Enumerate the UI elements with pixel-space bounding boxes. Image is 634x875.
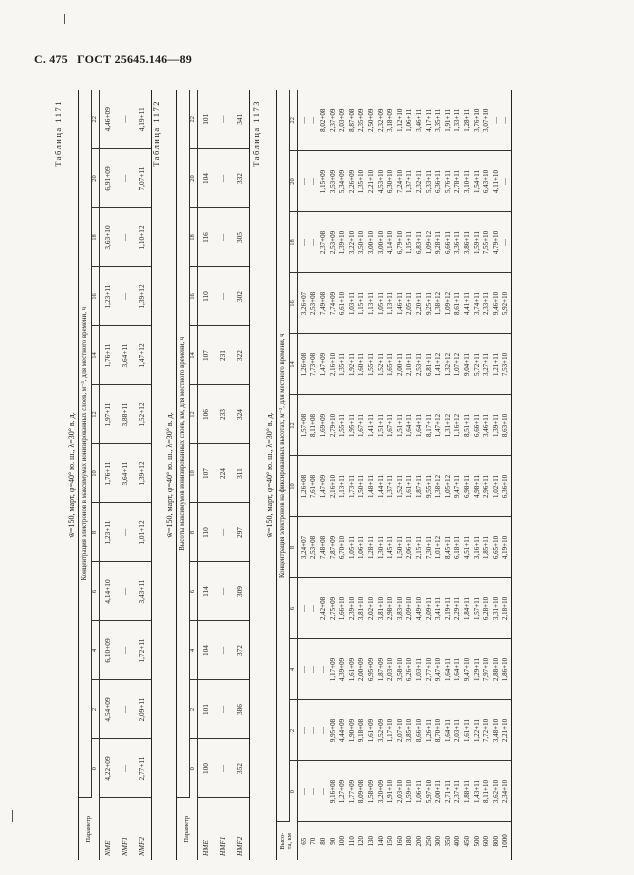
value-cell: 3,64+11	[117, 326, 134, 385]
value-cell: 1,72+11	[134, 621, 152, 680]
value-cell: —	[117, 680, 134, 739]
value-cell: 1,52+12	[134, 385, 152, 444]
scan-mark	[12, 810, 13, 822]
value-cell: 6,91+09	[99, 149, 117, 208]
value-cell: 305	[232, 208, 250, 267]
hour-header: 10	[290, 456, 298, 517]
value-cell: 1,76+11	[99, 444, 117, 503]
table-1171	[66, 90, 152, 860]
value-cell: 100	[197, 739, 215, 798]
value-cell: 3,64+11	[117, 444, 134, 503]
hour-header: 12	[92, 385, 100, 444]
hour-header: 18	[290, 212, 298, 273]
value-cell: 324	[232, 385, 250, 444]
hour-header: 8	[92, 503, 100, 562]
value-cell: 110	[197, 503, 215, 562]
value-cell: 1,39+12	[134, 267, 152, 326]
table-1172-title: Таблица 1172	[151, 100, 161, 167]
hour-header: 8	[290, 517, 298, 578]
page-number: С. 475	[34, 52, 68, 66]
param-header: Параметр	[79, 798, 100, 860]
table-row	[197, 90, 215, 860]
value-column: — — 2,37+08 2,53+09 1,39+10 3,22+10 3,50+10 3,00+10 3,00+10 4,14+10 6,79+10 1,15+11 6,83+11 1,09+12 9,28+11 6,66+11 3,36+11 3,86+11 1,59+11 7,55+10 4,79+10 —	[297, 212, 511, 273]
span-title: Концентрация электронов в максимумах ионизированных слоев, м⁻³, для местного времени, ч	[79, 90, 92, 798]
hour-header: 14	[290, 334, 298, 395]
hour-header: 10	[92, 444, 100, 503]
table-1173-conditions: w̄=150, март, φ=40° ю. ш., λ=30° в. д.	[265, 412, 274, 538]
value-cell: 1,97+11	[99, 385, 117, 444]
value-cell: —	[215, 149, 232, 208]
value-cell: —	[215, 562, 232, 621]
hour-header: 8	[190, 503, 198, 562]
value-cell: —	[215, 503, 232, 562]
value-cell: 101	[197, 90, 215, 149]
value-cell: 2,77+11	[134, 739, 152, 798]
value-cell: 104	[197, 621, 215, 680]
hour-header: 16	[190, 267, 198, 326]
value-cell: 341	[232, 90, 250, 149]
value-cell: 107	[197, 326, 215, 385]
hour-header: 12	[190, 385, 198, 444]
table-row	[215, 90, 232, 860]
hour-header: 6	[92, 562, 100, 621]
value-cell: 114	[197, 562, 215, 621]
hour-header: 6	[190, 562, 198, 621]
value-column: — — — 9,16+08 1,27+09 1,77+09 8,09+08 1,58+09 3,20+09 1,91+10 2,03+10 1,59+10 1,06+11 5,97+10 2,00+11 2,71+11 2,37+11 1,88+11 1,43+11 8,11+10 3,62+10 2,34+10	[297, 761, 511, 822]
value-cell: 106	[197, 385, 215, 444]
value-cell: 4,14+10	[99, 562, 117, 621]
value-cell: 352	[232, 739, 250, 798]
value-cell: —	[215, 739, 232, 798]
height-header: Высо- та, км	[277, 822, 298, 860]
table-row	[134, 90, 152, 860]
table-1173	[264, 90, 512, 860]
hour-header: 16	[92, 267, 100, 326]
table-1172	[164, 90, 250, 860]
value-cell: 4,46+09	[99, 90, 117, 149]
value-cell: 104	[197, 149, 215, 208]
span-title: Высоты максимумов ионизированных слоев, км, для местного времени, ч	[177, 90, 190, 798]
hour-header: 2	[290, 700, 298, 761]
value-cell: 322	[232, 326, 250, 385]
param-label: HMF1	[218, 836, 228, 856]
value-cell: 4,54+09	[99, 680, 117, 739]
param-label: NMF2	[134, 798, 152, 860]
hour-header: 0	[92, 739, 100, 798]
value-cell: 3,63+10	[99, 208, 117, 267]
hour-header: 18	[92, 208, 100, 267]
value-column: — — — 1,17+09 4,39+09 1,61+09 2,00+09 6,95+09 1,87+09 2,03+10 3,58+10 6,26+10 1,03+11 2,77+10 9,47+10 1,64+11 1,64+11 9,47+10 1,29+11 7,97+10 2,88+10 1,86+10	[297, 639, 511, 700]
table-1171-title: Таблица 1171	[53, 100, 63, 167]
value-cell: —	[117, 90, 134, 149]
hour-header: 22	[190, 90, 198, 149]
hour-header: 0	[290, 761, 298, 822]
value-cell: 4,19+11	[134, 90, 152, 149]
value-cell: 2,09+11	[134, 680, 152, 739]
value-cell: 1,39+12	[134, 444, 152, 503]
hour-header: 20	[290, 151, 298, 212]
hour-header: 6	[290, 578, 298, 639]
value-column: 3,24+07 2,53+08 7,48+08 7,87+09 6,70+10 1,05+11 1,06+11 1,28+11 1,30+11 1,45+11 1,50+11 2,06+11 2,15+11 7,30+11 1,01+12 8,45+11 6,18+11 4,51+11 3,16+11 1,85+11 6,65+10 4,19+10	[297, 517, 511, 578]
param-label: HME	[201, 840, 211, 856]
value-cell: 231	[215, 326, 232, 385]
standard-number: ГОСТ 25645.146—89	[77, 52, 192, 66]
value-cell: 332	[232, 149, 250, 208]
table-1173-title: Таблица 1173	[251, 100, 261, 167]
value-column: — — 8,02+08 2,37+09 2,03+09 8,87+08 2,35+09 2,50+09 2,32+09 3,18+09 1,12+10 1,06+11 3,46+11 4,17+11 3,35+11 1,91+11 1,33+11 1,28+11 3,76+10 3,07+10 — —	[297, 90, 511, 151]
value-cell: 386	[232, 680, 250, 739]
value-cell: 6,10+09	[99, 621, 117, 680]
table-row	[232, 90, 250, 860]
value-column: 1,26+08 7,73+08 1,47+09 2,16+10 1,35+11 1,92+11 1,60+11 1,55+11 1,52+11 1,65+11 2,00+11 2,10+11 2,53+11 6,81+11 1,41+12 1,32+12 1,07+12 9,04+11 5,72+11 3,27+11 1,21+11 7,53+10	[297, 334, 511, 395]
value-cell: —	[215, 208, 232, 267]
value-cell: 233	[215, 385, 232, 444]
value-cell: —	[215, 621, 232, 680]
param-header: Параметр	[177, 798, 198, 860]
param-label: HMF2	[232, 798, 250, 860]
scan-mark	[64, 14, 65, 24]
page-header	[34, 52, 198, 67]
value-cell: 7,07+11	[134, 149, 152, 208]
value-cell: 1,47+12	[134, 326, 152, 385]
param-label: NME	[103, 840, 113, 856]
span-title: Концентрация электронов на фиксированных высотах, м⁻³, для местного времени, ч	[277, 90, 290, 822]
value-cell: 309	[232, 562, 250, 621]
value-cell: —	[215, 680, 232, 739]
value-cell: 1,23+11	[99, 267, 117, 326]
value-cell: —	[117, 562, 134, 621]
value-cell: 311	[232, 444, 250, 503]
hour-header: 2	[190, 680, 198, 739]
value-cell: 302	[232, 267, 250, 326]
hour-header: 14	[190, 326, 198, 385]
table-1172-conditions: w̄=150, март, φ=40° ю. ш., λ=30° в. д.	[165, 412, 174, 538]
value-cell: —	[117, 503, 134, 562]
hour-header: 4	[190, 621, 198, 680]
rotated-content	[50, 90, 610, 860]
hour-header: 18	[190, 208, 198, 267]
table-1171-conditions: w̄=150, март, φ=40° ю. ш., λ=30° в. д.	[67, 412, 76, 538]
value-cell: 4,22+09	[99, 739, 117, 798]
hour-header: 4	[290, 639, 298, 700]
value-column: — — 1,15+09 3,53+09 5,34+09 2,26+09 1,35+10 2,21+10 4,53+10 6,30+10 7,24+10 1,37+11 2,32+11 5,33+11 6,36+11 5,76+11 2,78+11 3,10+11 1,54+11 6,43+10 4,11+10 —	[297, 151, 511, 212]
value-cell: —	[117, 208, 134, 267]
value-cell: 372	[232, 621, 250, 680]
value-cell: 1,01+12	[134, 503, 152, 562]
value-column: 3,26+07 2,53+08 7,49+08 7,74+09 6,61+10 1,03+11 1,15+11 1,13+11 1,05+11 1,13+11 1,46+11 2,05+11 2,20+11 9,25+11 1,38+12 1,09+12 8,61+11 4,41+11 3,74+11 2,33+11 9,46+10 5,92+10	[297, 273, 511, 334]
value-cell: —	[117, 149, 134, 208]
hour-header: 0	[190, 739, 198, 798]
value-cell: 1,10+12	[134, 208, 152, 267]
hour-header: 2	[92, 680, 100, 739]
hour-header: 22	[92, 90, 100, 149]
hour-header: 20	[190, 149, 198, 208]
value-cell: 1,23+11	[99, 503, 117, 562]
hour-header: 12	[290, 395, 298, 456]
value-cell: 110	[197, 267, 215, 326]
table-row	[117, 90, 134, 860]
table-row	[99, 90, 117, 860]
value-column: 1,26+08 7,61+08 1,47+09 2,16+10 1,13+11 1,73+11 1,50+11 1,48+11 1,44+11 1,37+11 1,52+11 1,61+11 1,87+11 9,55+11 1,38+12 1,05+12 9,47+11 6,98+11 4,98+11 2,96+11 1,02+11 6,36+10	[297, 456, 511, 517]
value-column: 1,57+08 8,11+08 1,69+09 2,79+10 1,55+11 1,95+11 1,67+11 1,41+11 1,51+11 1,67+11 1,51+11 1,64+11 1,64+11 8,17+11 1,47+12 1,31+12 1,16+12 8,51+11 6,66+11 3,46+11 1,39+11 8,63+10	[297, 395, 511, 456]
value-cell: —	[215, 267, 232, 326]
hour-header: 20	[92, 149, 100, 208]
value-cell: 107	[197, 444, 215, 503]
value-cell: —	[117, 621, 134, 680]
value-column: — — — 9,95+08 4,44+09 1,90+09 9,18+08 1,61+09 3,52+09 1,17+10 2,07+10 3,85+10 8,66+10 1,26+11 8,70+10 1,64+11 2,03+11 1,61+11 1,22+11 7,72+10 3,48+10 2,21+10	[297, 700, 511, 761]
value-cell: —	[215, 90, 232, 149]
value-cell: 297	[232, 503, 250, 562]
value-cell: 116	[197, 208, 215, 267]
hour-header: 16	[290, 273, 298, 334]
value-column: — — 2,42+08 2,75+09 1,66+10 2,39+10 3,81+10 2,02+10 3,81+10 2,98+10 3,83+10 2,09+10 4,49+10 2,09+11 3,41+11 2,19+11 2,29+11 1,84+11 1,57+11 6,28+10 3,31+10 2,18+10	[297, 578, 511, 639]
hour-header: 10	[190, 444, 198, 503]
hour-header: 4	[92, 621, 100, 680]
value-cell: 3,43+11	[134, 562, 152, 621]
param-label: NMF1	[120, 836, 130, 856]
value-cell: —	[117, 267, 134, 326]
value-cell: 224	[215, 444, 232, 503]
value-cell: —	[117, 739, 134, 798]
value-cell: 101	[197, 680, 215, 739]
value-cell: 3,88+11	[117, 385, 134, 444]
value-cell: 1,76+11	[99, 326, 117, 385]
height-column: 65 70 80 90 100 110 120 130 140 150 160 180 200 250 300 350 400 450 500 600 800 1000	[297, 822, 511, 860]
hour-header: 14	[92, 326, 100, 385]
hour-header: 22	[290, 90, 298, 151]
